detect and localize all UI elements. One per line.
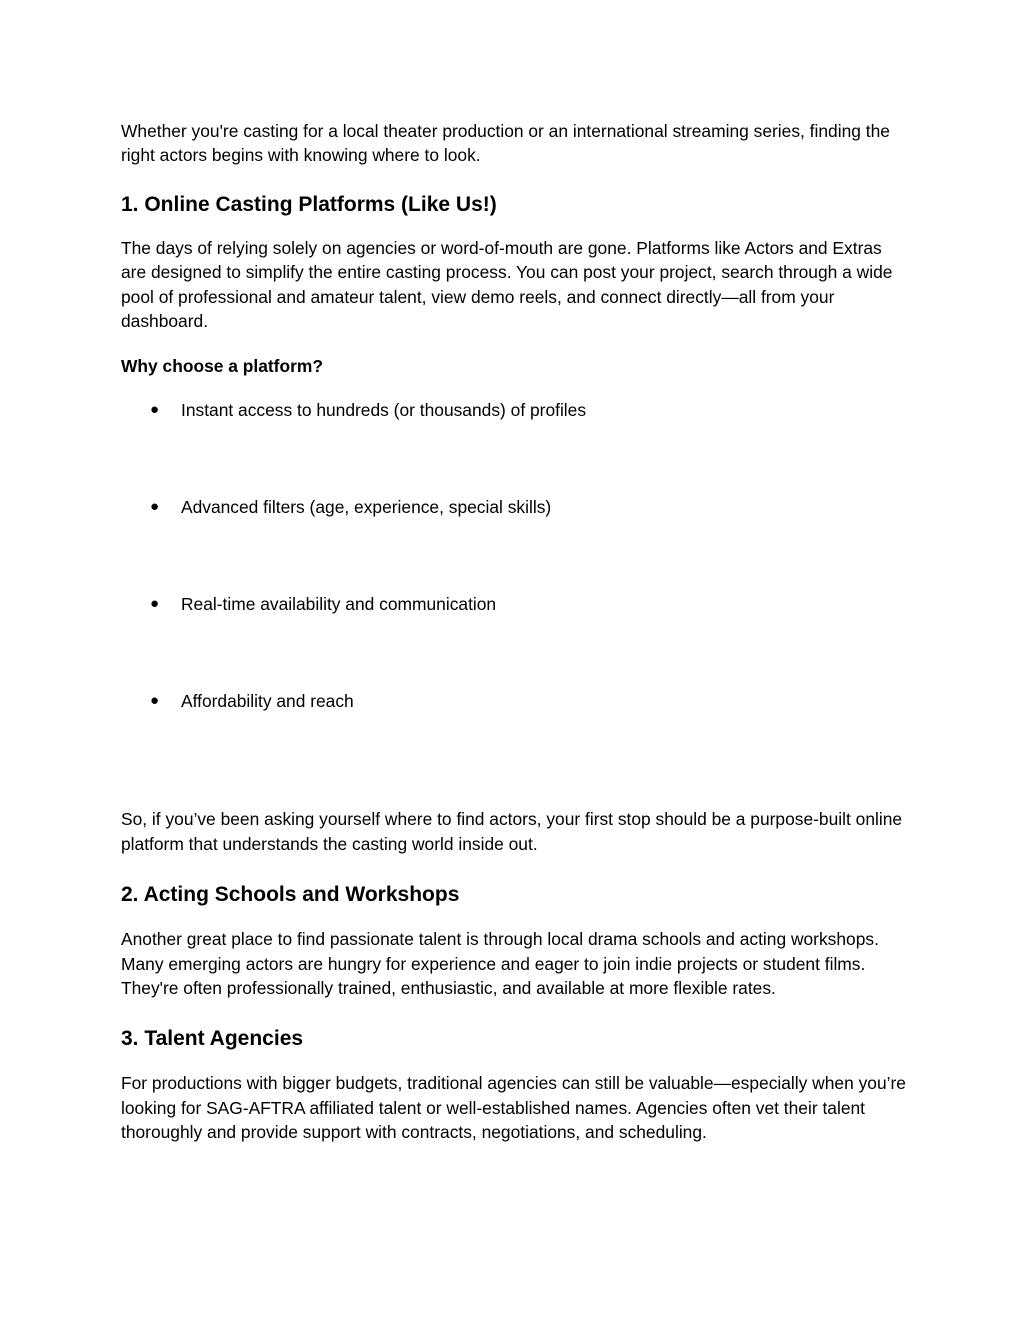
platform-benefits-list: [121, 398, 911, 713]
list-item: [121, 689, 911, 713]
section-1-body: The days of relying solely on agencies or word-of-mouth are gone. Platforms like Actors and Extras are designed to simplify the entire casting process. You can post your project, search through a wide pool of professional and amateur talent, view demo reels, and connect directly—all from your dashboard.: [121, 237, 893, 332]
section-3-heading: 3. Talent Agencies: [121, 1027, 304, 1051]
section-3-body: For productions with bigger budgets, traditional agencies can still be valuable—especially when you’re looking for SAG-AFTRA affiliated talent or well-established names. Agencies often vet their talent thoroughly and provide support with contracts, negotiations, and scheduling.: [121, 1073, 906, 1143]
section-1-closing: So, if you’ve been asking yourself where to find actors, your first stop should be a purpose-built online platform that understands the casting world inside out.: [121, 809, 903, 854]
bullet-icon: ●: [150, 595, 160, 613]
section-2-heading: 2. Acting Schools and Workshops: [121, 883, 460, 907]
bullet-icon: ●: [150, 692, 160, 710]
section-2-body: Another great place to find passionate talent is through local drama schools and acting workshops. Many emerging actors are hungry for experience and eager to join indie projects or student films. They're often professionally trained, enthusiastic, and available at more flexible rates.: [121, 929, 879, 999]
list-item-text: Instant access to hundreds (or thousands) of profiles: [181, 400, 587, 421]
list-item: [121, 398, 911, 422]
bullet-icon: ●: [150, 498, 160, 516]
document-page: [121, 119, 911, 1145]
list-item-text: Advanced filters (age, experience, special skills): [181, 497, 552, 518]
bullet-icon: ●: [150, 401, 160, 419]
list-item-text: Real-time availability and communication: [181, 594, 497, 615]
section-1-subheading: Why choose a platform?: [121, 356, 323, 377]
list-item: [121, 592, 911, 616]
section-1-heading: 1. Online Casting Platforms (Like Us!): [121, 192, 497, 216]
intro-paragraph: Whether you're casting for a local theater production or an international streaming series, finding the right actors begins with knowing where to look.: [121, 121, 890, 166]
list-item: [121, 495, 911, 519]
list-item-text: Affordability and reach: [181, 691, 354, 712]
